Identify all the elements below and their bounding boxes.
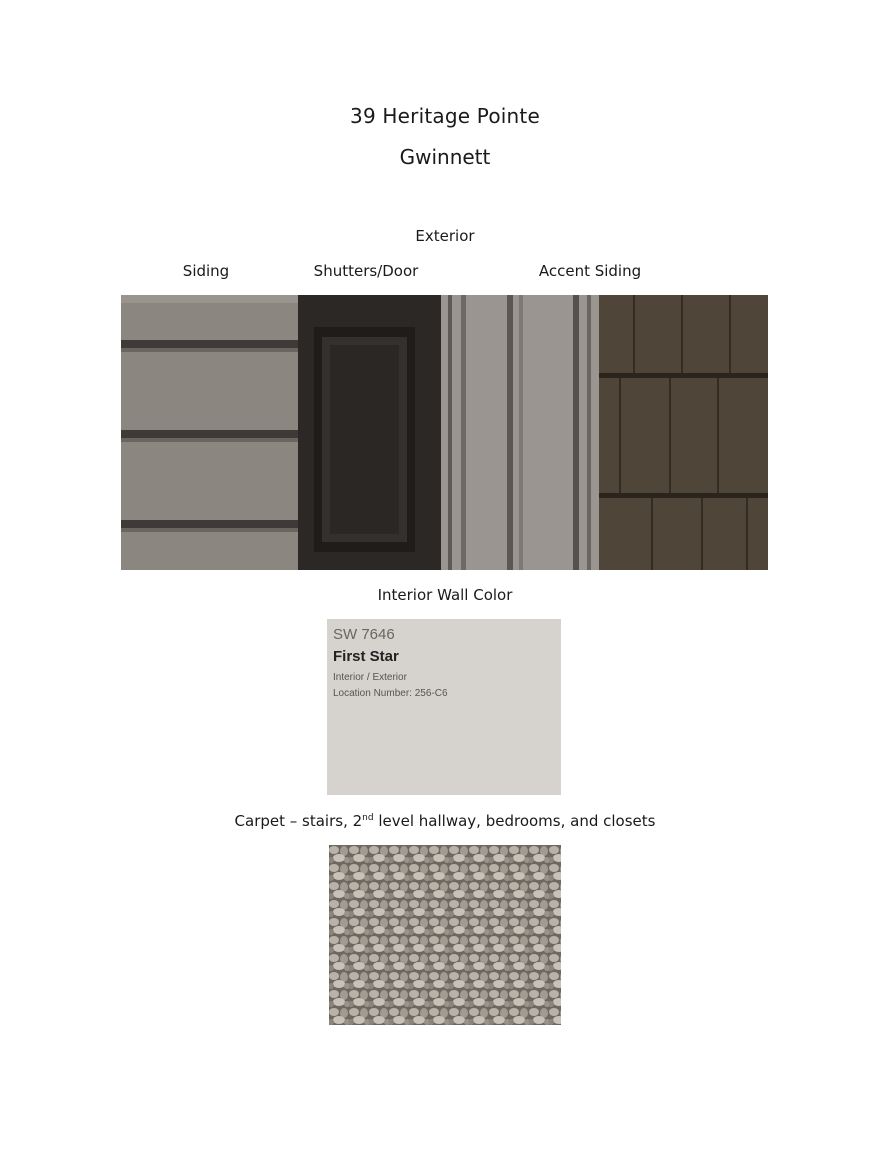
paint-name: First Star	[333, 648, 399, 665]
page-subtitle: Gwinnett	[399, 145, 491, 169]
shutters-door-label: Shutters/Door	[313, 262, 419, 280]
exterior-swatches	[121, 295, 768, 570]
siding-swatch	[121, 295, 298, 570]
carpet-heading-pre: Carpet – stairs, 2	[234, 812, 363, 830]
page-title: 39 Heritage Pointe	[350, 104, 540, 128]
paint-swatch-card	[327, 619, 561, 795]
paint-use: Interior / Exterior	[333, 672, 407, 683]
carpet-heading-sup: nd	[362, 813, 374, 823]
trim-swatch	[441, 295, 599, 570]
carpet-swatch	[329, 845, 561, 1025]
carpet-heading	[0, 812, 890, 830]
interior-heading: Interior Wall Color	[377, 586, 513, 604]
paint-location: Location Number: 256-C6	[333, 688, 448, 699]
siding-label: Siding	[182, 262, 230, 280]
shutter-swatch	[298, 295, 441, 570]
exterior-heading: Exterior	[415, 227, 475, 245]
accent-siding-label: Accent Siding	[538, 262, 642, 280]
accent-siding-swatch	[599, 295, 768, 570]
paint-code: SW 7646	[333, 626, 395, 643]
carpet-heading-post: level hallway, bedrooms, and closets	[373, 812, 656, 830]
